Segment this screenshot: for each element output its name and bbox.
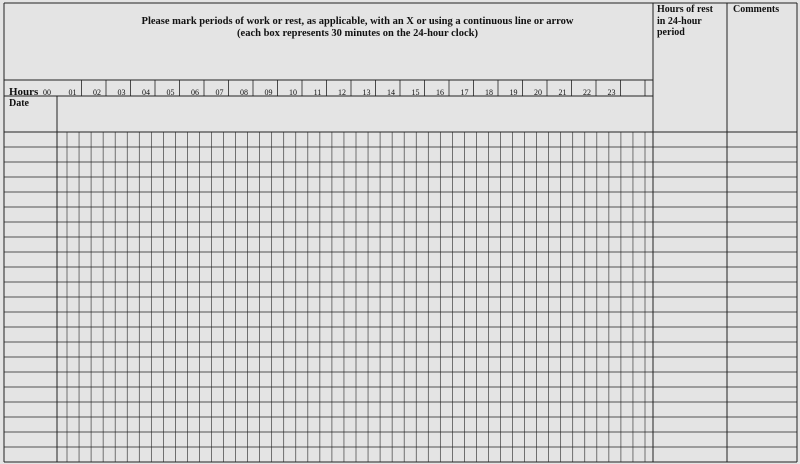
hour-label-20: 20 <box>534 88 542 97</box>
hour-label-06: 06 <box>191 88 199 97</box>
hour-label-04: 04 <box>142 88 150 97</box>
hour-label-15: 15 <box>411 88 420 97</box>
hours-label: Hours <box>9 86 39 98</box>
hour-label-05: 05 <box>166 88 175 97</box>
hour-label-13: 13 <box>362 88 371 97</box>
hour-label-18: 18 <box>485 88 493 97</box>
hour-label-23: 23 <box>607 88 616 97</box>
hour-label-12: 12 <box>338 88 346 97</box>
rest-header-line-2: in 24-hour <box>657 15 702 27</box>
hour-label-14: 14 <box>387 88 395 97</box>
instruction-line-2: (each box represents 30 minutes on the 24-hour clock) <box>237 28 478 39</box>
hour-label-11: 11 <box>313 88 322 97</box>
hour-label-16: 16 <box>436 88 444 97</box>
hour-label-09: 09 <box>264 88 273 97</box>
rest-header-line-3: period <box>657 27 685 38</box>
instructions <box>60 16 655 40</box>
hour-label-02: 02 <box>93 88 101 97</box>
hours-of-rest-header <box>657 4 713 39</box>
hour-label-19: 19 <box>509 88 518 97</box>
hour-label-17: 17 <box>460 88 469 97</box>
rest-header-line-1: Hours of rest <box>657 4 713 15</box>
hour-label-00: 00 <box>43 88 51 97</box>
hour-label-08: 08 <box>240 88 248 97</box>
hour-label-07: 07 <box>215 88 224 97</box>
hour-label-03: 03 <box>117 88 126 97</box>
hour-label-10: 10 <box>289 88 297 97</box>
instruction-line-1: Please mark periods of work or rest, as applicable, with an X or using a continuous line or arrow <box>141 16 574 27</box>
hour-label-21: 21 <box>558 88 567 97</box>
date-label: Date <box>9 98 29 109</box>
comments-header: Comments <box>733 4 780 15</box>
hour-label-22: 22 <box>583 88 591 97</box>
hour-label-01: 01 <box>68 88 77 97</box>
